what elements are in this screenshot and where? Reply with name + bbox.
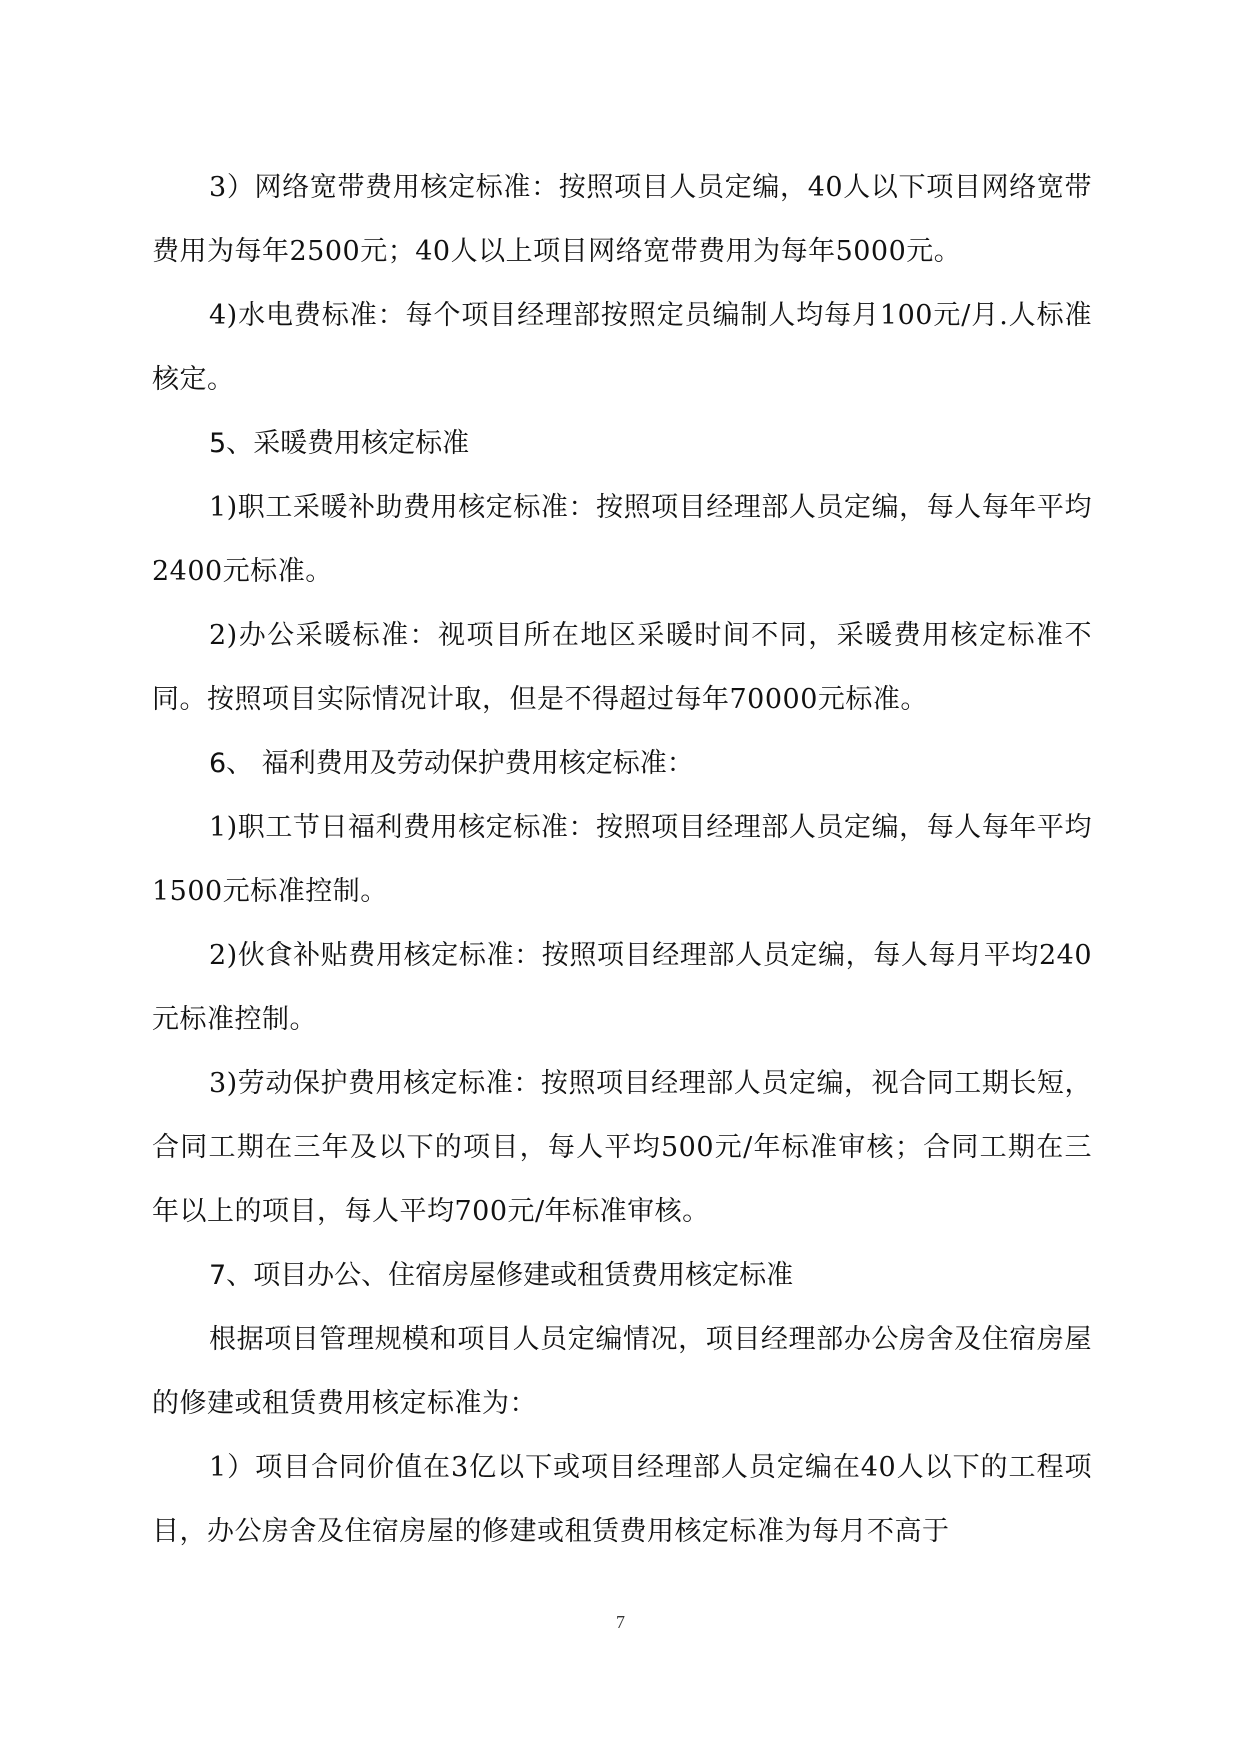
paragraph-utility-fee: 4)水电费标准：每个项目经理部按照定员编制人均每月100元/月.人标准核定。 [152, 300, 1092, 395]
section-number: 5、 [209, 428, 254, 459]
paragraph-labor-protection: 3)劳动保护费用核定标准：按照项目经理部人员定编，视合同工期长短，合同工期在三年及以下的项目，每人平均500元/年标准审核；合同工期在三年以上的项目，每人平均700元/年标准审核。 [152, 1068, 1092, 1227]
paragraph-holiday-welfare: 1)职工节日福利费用核定标准：按照项目经理部人员定编，每人每年平均1500元标准控制。 [152, 812, 1092, 907]
paragraph-housing-standard: 1）项目合同价值在3亿以下或项目经理部人员定编在40人以下的工程项目，办公房舍及住宿房屋的修建或租赁费用核定标准为每月不高于 [152, 1452, 1092, 1547]
section-heading-heating [152, 412, 1092, 476]
section-title: 项目办公、住宿房屋修建或租赁费用核定标准 [253, 1260, 794, 1291]
paragraph-meal-subsidy: 2)伙食补贴费用核定标准：按照项目经理部人员定编，每人每月平均240元标准控制。 [152, 940, 1092, 1035]
section-heading-housing [152, 1244, 1092, 1308]
paragraph-heating-subsidy: 1)职工采暖补助费用核定标准：按照项目经理部人员定编，每人每年平均2400元标准。 [152, 492, 1092, 587]
section-number: 7、 [209, 1260, 254, 1291]
section-heading-welfare [152, 732, 1092, 796]
paragraph-housing-intro: 根据项目管理规模和项目人员定编情况，项目经理部办公房舍及住宿房屋的修建或租赁费用核定标准为： [152, 1324, 1092, 1419]
paragraph-office-heating: 2)办公采暖标准：视项目所在地区采暖时间不同，采暖费用核定标准不同。按照项目实际情况计取，但是不得超过每年70000元标准。 [152, 620, 1092, 715]
body-text [152, 156, 1092, 1564]
page-number: 7 [616, 1612, 625, 1632]
section-title: 采暖费用核定标准 [253, 428, 470, 459]
section-title: 福利费用及劳动保护费用核定标准： [253, 748, 694, 779]
paragraph-network-fee: 3）网络宽带费用核定标准：按照项目人员定编，40人以下项目网络宽带费用为每年2500元；40人以上项目网络宽带费用为每年5000元。 [152, 172, 1092, 267]
section-number: 6、 [209, 748, 254, 779]
